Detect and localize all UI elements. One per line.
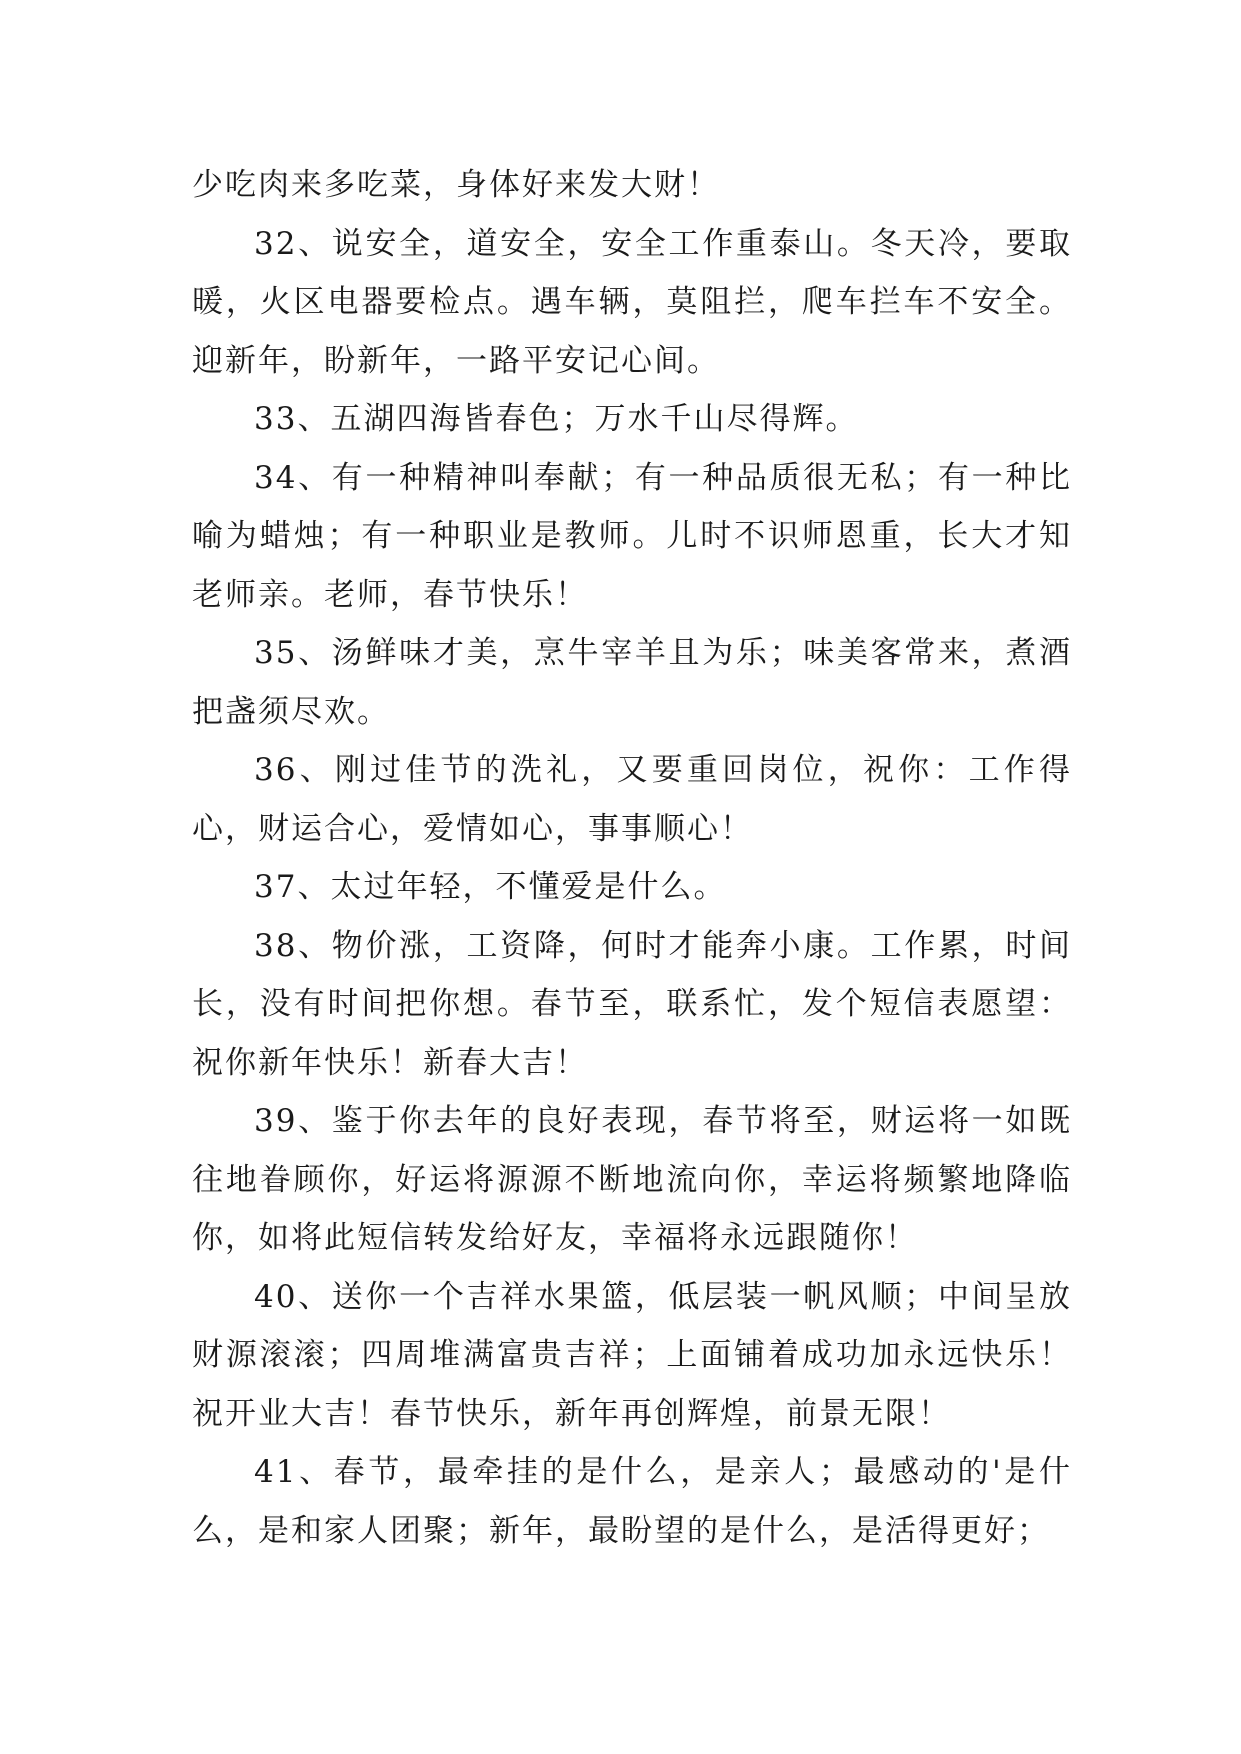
paragraph-36: 36、刚过佳节的洗礼，又要重回岗位，祝你：工作得心，财运合心，爱情如心，事事顺心！ (192, 752, 1072, 847)
paragraph-33: 33、五湖四海皆春色；万水千山尽得辉。 (254, 401, 859, 437)
paragraph-continuation: 少吃肉来多吃菜，身体好来发大财！ (192, 167, 720, 203)
paragraph-39: 39、鉴于你去年的良好表现，春节将至，财运将一如既往地眷顾你，好运将源源不断地流向你，幸运将频繁地降临你，如将此短信转发给好友，幸福将永远跟随你！ (192, 1103, 1072, 1256)
paragraph-32: 32、说安全，道安全，安全工作重泰山。冬天冷，要取暖，火区电器要检点。遇车辆，莫阻拦，爬车拦车不安全。迎新年，盼新年，一路平安记心间。 (192, 225, 1072, 379)
paragraph-34: 34、有一种精神叫奉献；有一种品质很无私；有一种比喻为蜡烛；有一种职业是教师。儿时不识师恩重，长大才知老师亲。老师，春节快乐！ (192, 459, 1072, 613)
paragraph-37: 37、太过年轻，不懂爱是什么。 (254, 869, 727, 905)
paragraph-38: 38、物价涨，工资降，何时才能奔小康。工作累，时间长，没有时间把你想。春节至，联系忙，发个短信表愿望：祝你新年快乐！新春大吉！ (192, 927, 1072, 1081)
paragraph-35: 35、汤鲜味才美，烹牛宰羊且为乐；味美客常来，煮酒把盏须尽欢。 (192, 635, 1072, 730)
paragraph-41: 41、春节，最牵挂的是什么，是亲人；最感动的'是什么，是和家人团聚；新年，最盼望的是什么，是活得更好； (192, 1454, 1072, 1549)
document-body (192, 156, 1072, 1560)
paragraph-40: 40、送你一个吉祥水果篮，低层装一帆风顺；中间呈放财源滚滚；四周堆满富贵吉祥；上面铺着成功加永远快乐！祝开业大吉！春节快乐，新年再创辉煌，前景无限！ (192, 1278, 1072, 1432)
